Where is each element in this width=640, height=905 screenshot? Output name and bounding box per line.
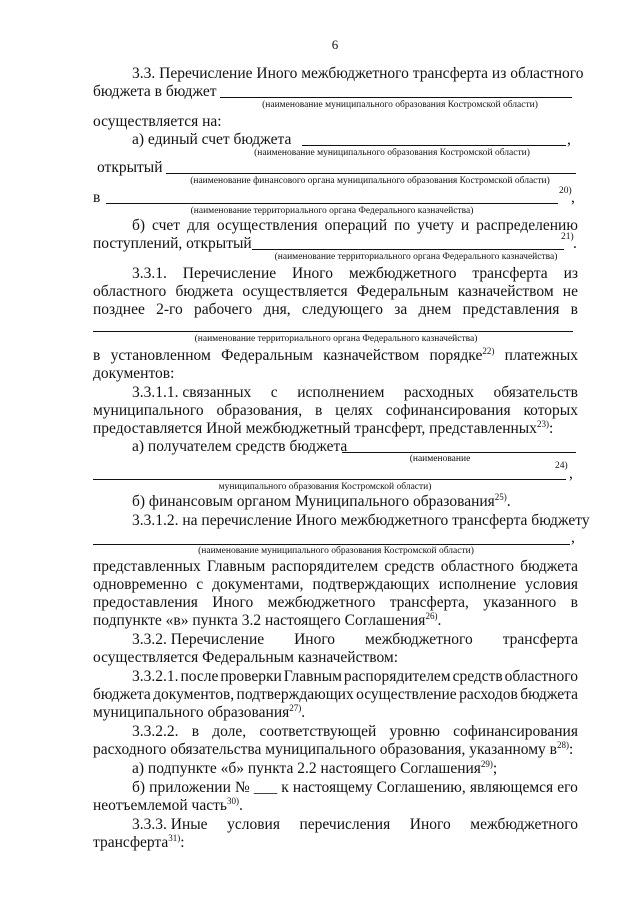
caption-tofk-2: (наименование территориального органа Федерального казначейства) [274,252,558,262]
caption-tofk: (наименование территориального органа Федерального казначейства) [190,206,474,216]
s33-line2: бюджета в бюджет [93,83,217,100]
footnote-29: 29) [480,759,493,769]
caption-tofk-3: (наименование территориального органа Федерального казначейства) [194,334,478,344]
s3312-line4: предоставления Иного межбюджетного трансферта, указанного в [93,594,578,611]
s33-b-line2: поступлений, открытый [93,235,252,252]
punct: , [571,529,575,546]
s33-line3: осуществляется на: [93,113,222,130]
s3311-line1: 3.3.1.1. связанных с исполнением расходных обязательств [132,384,578,401]
caption-mo-2: (наименование муниципального образования Костромской области) [254,148,530,158]
caption-name: (наименование [409,454,471,464]
s33-b-line1: б) счет для осуществления операций по учету и распределению [132,217,578,234]
footnote-22: 22) [482,346,495,356]
s332-line2: осуществляется Федеральным казначейством: [93,649,399,666]
caption-mo-3: муниципального образования Костромской области) [218,482,432,492]
blank-tofk-3 [93,331,573,332]
punct: , [567,131,571,148]
caption-mo: (наименование муниципального образования Костромской области) [262,100,538,110]
footnote-28: 28) [557,740,569,750]
s332-line1: 3.3.2. Перечисление Иного межбюджетного трансферта [132,631,578,648]
s3312-line3: одновременно с документами, подтверждающих исполнение условия [93,576,578,593]
s332-line6: 3.3.2.2. в доле, соответствующей уровню софинансирования [132,723,578,740]
footnote-27: 27) [289,703,302,713]
blank-fin-organ [166,173,576,174]
s332-line4: бюджета документов, подтверждающих осуществление расходов бюджета [93,686,578,703]
blank-recipient [342,452,576,453]
footnote-21: 21) [561,232,574,242]
punct: , [571,189,575,206]
s33-v: в [93,189,101,206]
s3312-line1: 3.3.1.2. на перечисление Иного межбюджетного трансферта бюджету [132,512,590,529]
s33-a-label: а) единый счет бюджета [132,131,292,148]
s333-line2: трансферта$^{31)}$: [93,833,185,851]
s332-a: а) подпункте «б» пункта 2.2 настоящего Соглашения$^{29)}$; [132,759,498,777]
footnote-25: 25) [494,492,507,502]
s331-line5: в установленном Федеральным казначейством порядке$^{22)}$ платежных [93,346,578,364]
punct: . [573,235,577,252]
s3311-b: б) финансовым органом Муниципального образования$^{25)}$. [132,492,511,510]
footnote-20: 20) [559,186,572,196]
footnote-24: 24) [555,461,568,471]
s331-line1: 3.3.1. Перечисление Иного межбюджетного трансферта из [132,265,578,282]
s331-line2: областного бюджета осуществляется Федеральным казначейством не [93,283,578,300]
footnote-23: 23) [536,419,549,429]
caption-mo-4: (наименование муниципального образования Костромской области) [198,546,474,556]
s3312-line2: представленных Главным распорядителем средств областного бюджета [93,558,578,575]
footnote-26: 26) [425,611,438,621]
blank-tofk-2 [252,249,564,250]
s33-line1: 3.3. Перечисление Иного межбюджетного трансферта из областного [132,65,584,82]
blank-tofk [106,203,558,204]
s3311-a: а) получателем средств бюджета [132,438,348,455]
caption-fin-organ: (наименование финансового органа муниципального образования Костромской области) [190,176,550,186]
s33-opened: открытый [97,159,163,176]
blank-recipient-2 [93,479,566,480]
s331-line3: позднее 2-го рабочего дня, следующего за днем представления в [93,301,578,318]
footnote-30: 30) [226,796,239,806]
s3311-line3: предоставляется Иной межбюджетный трансферт, представленных$^{23)}$: [93,419,554,437]
blank-mo-4 [93,544,570,545]
punct: , [569,465,573,482]
page-number: 6 [331,37,339,52]
s332-line5: муниципального образования$^{27)}$. [93,703,306,721]
s3312-line5: подпункте «в» пункта 3.2 настоящего Соглашения$^{26)}$. [93,611,442,629]
s333-line1: 3.3.3. Иные условия перечисления Иного межбюджетного [132,816,578,833]
s332-b-line1: б) приложении № ___ к настоящему Соглашению, являющемся его [132,779,578,796]
s331-line6: документов: [93,365,175,382]
blank-single-account [302,145,566,146]
s332-line3: 3.3.2.1. после проверки Главным распорядителем средств областного [132,668,578,685]
footnote-31: 31) [168,833,181,843]
s332-b-line2: неотъемлемой часть$^{30)}$. [93,796,243,814]
s3311-line2: муниципального образования, в целях софинансирования которых [93,402,578,419]
blank-mo-budget [220,97,572,98]
s332-line7: расходного обязательства муниципального образования, указанному $в^{28)}$: [93,740,574,758]
